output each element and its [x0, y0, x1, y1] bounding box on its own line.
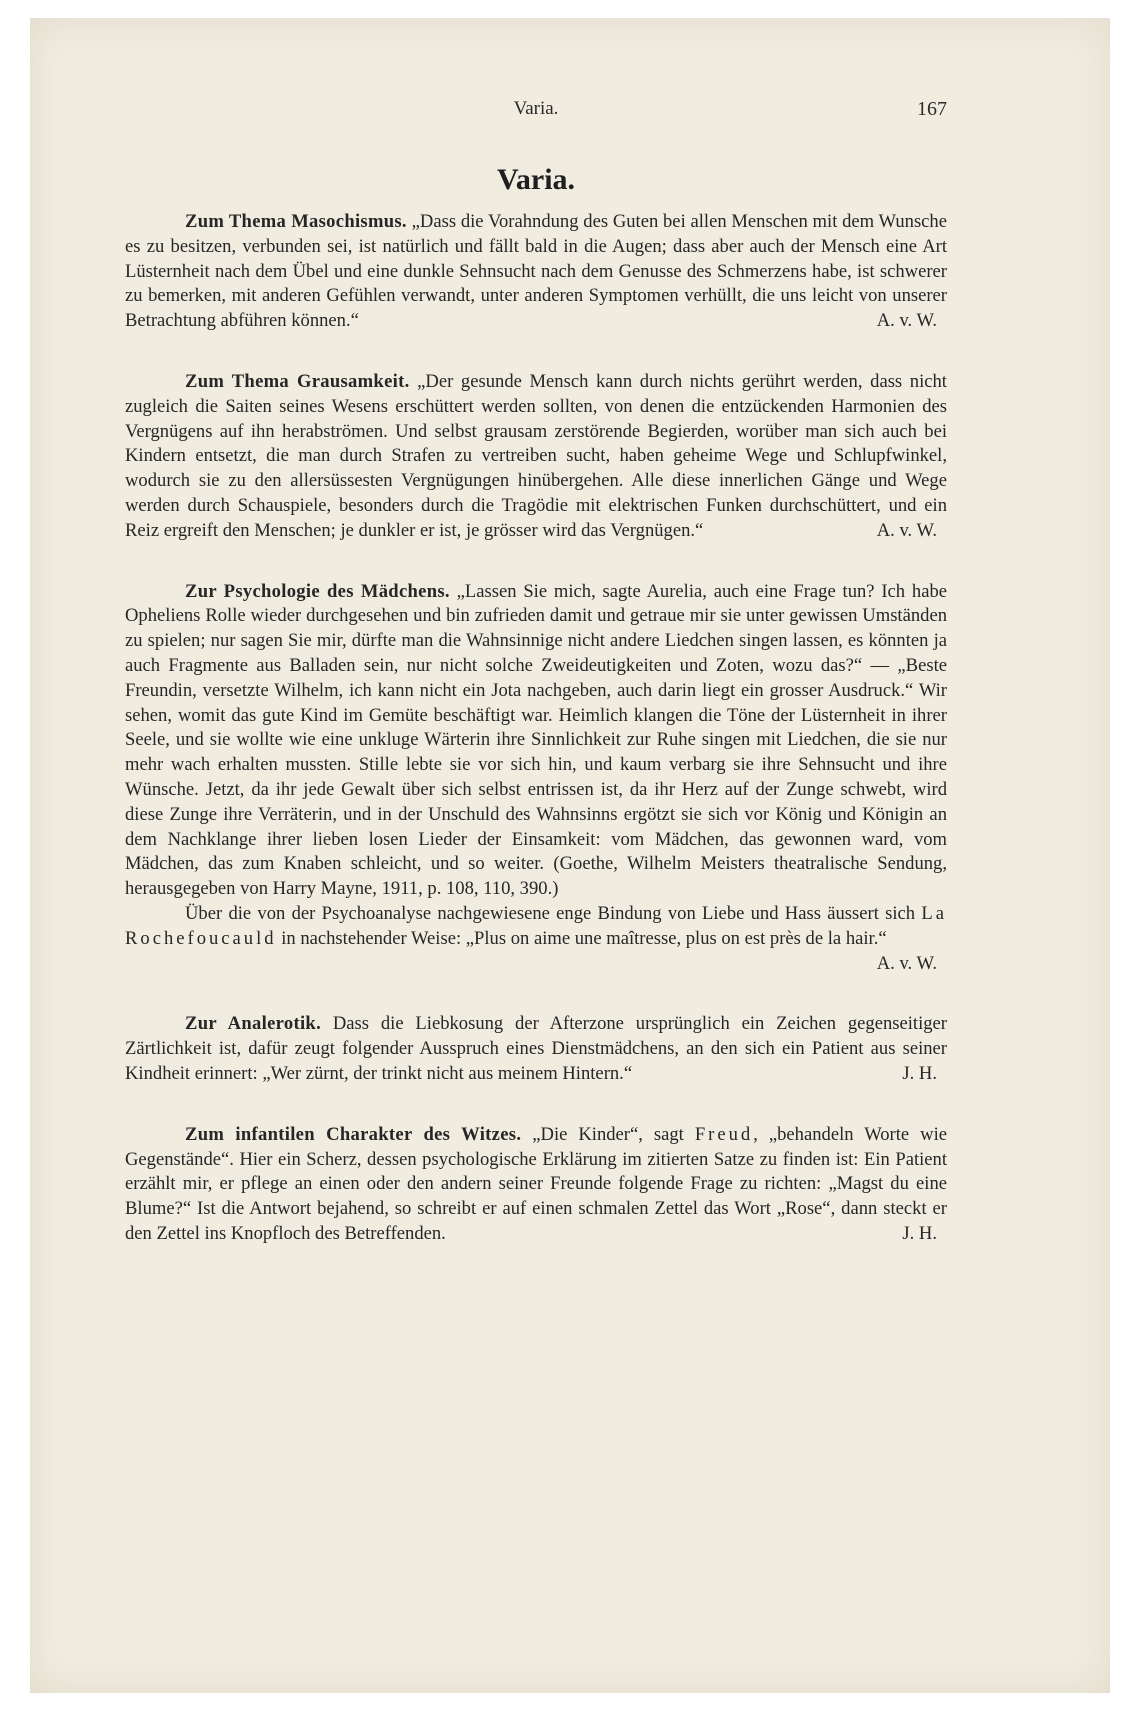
section-masochismus — [125, 210, 947, 334]
section-title: Zum Thema Grausamkeit. — [185, 370, 410, 392]
section-text: „Die Kinder“, sagt — [532, 1123, 684, 1145]
section-text: Dass die Liebkosung der Afterzone ursprünglich ein Zeichen gegenseitiger Zärtlichkeit ist, dafür zeugt folgender Ausspruch eines Dienstmädchens, an den sich ein Patient aus seiner Kindheit erinnert: „Wer zürnt, der trinkt nicht aus meinem Hintern.“ — [125, 1013, 947, 1084]
signature: A. v. W. — [876, 952, 937, 974]
section-title: Zum infantilen Charakter des Witzes. — [185, 1123, 522, 1145]
running-title: Varia. — [513, 98, 559, 119]
signature: J. H. — [902, 1222, 937, 1244]
section-text: „Lassen Sie mich, sagte Aurelia, auch eine Frage tun? Ich habe Opheliens Rolle wieder durchgesehen und bin zufrieden damit und getraue mir sie unter gewissen Umständen zu spielen; nur sagen Sie mir, dürfte man die Wahnsinnige nicht andere Liedchen singen lassen, es könnten ja auch Fragmente aus Balladen sein, nur nicht solche Zweideutigkeiten und Zoten, wozu das?“ — „Beste Freundin, versetzte Wilhelm, ich kann nicht ein Jota nachgeben, auch darin liegt ein grosser Ausdruck.“ Wir sehen, womit das gute Kind im Gemüte beschäftigt war. Heimlich klangen die Töne der Lüsternheit in ihrer Seele, und sie wollte wie eine unkluge Wärterin ihre Sinnlichkeit zur Ruhe singen mit Liedchen, die sie nur mehr wach erhalten mussten. Stille lebte sie vor sich hin, und kaum verbarg sie ihre Sehnsucht und ihre Wünsche. Jetzt, da ihr jede Gewalt über sich selbst entrissen ist, da ihr Herz auf der Zunge schwebt, wird diese Zunge ihre Verräterin, und in der Unschuld des Wahnsinns ergötzt sie sich vor König und Königin an dem Nachklange ihrer lieben losen Lieder der Einsamkeit: vom Mädchen, das gewonnen ward, vom Mädchen, das zum Knaben schleicht, und so weiter. (Goethe, Wilhelm Meisters theatralische Sendung, herausgegeben von Harry Mayne, 1911, p. 108, 110, 390.) — [125, 580, 947, 900]
section-paragraph — [125, 902, 947, 976]
section-text: „Dass die Vorahndung des Guten bei allen Menschen mit dem Wunsche es zu besitzen, verbunden sei, ist natürlich und fällt bald in die Augen; dass aber auch der Mensch eine Art Lüsternheit nach dem Übel und eine dunkle Sehnsucht nach dem Genusse des Schmerzens habe, ist schwerer zu bemerken, mit anderen Gefühlen verwandt, unter anderen Symptomen verhüllt, die uns leicht von unserer Betrachtung abführen können.“ — [125, 211, 947, 332]
section-analerotik — [125, 1012, 947, 1086]
section-title: Zum Thema Masochismus. — [185, 211, 407, 232]
signature: A. v. W. — [876, 519, 937, 541]
section-title: Zur Analerotik. — [185, 1013, 322, 1035]
signature: A. v. W. — [876, 310, 937, 332]
article-body — [125, 210, 947, 1283]
section-paragraph — [125, 580, 947, 902]
running-head — [125, 98, 947, 128]
author-name: La Rochefoucauld — [125, 902, 947, 949]
section-witz — [125, 1123, 947, 1247]
section-title: Zur Psychologie des Mädchens. — [185, 580, 450, 602]
section-text: , „behandeln Worte wie Gegenstände“. Hier ein Scherz, dessen psychologische Erklärung im zitierten Satze zu finden ist: Ein Patient erzählt mir, er pflege an einen oder den andern seiner Freunde folgende Frage zu richten: „Magst du eine Blume?“ Ist die Antwort bejahend, so schreibt er auf einen schmalen Zettel das Wort „Rose“, dann steckt er den Zettel ins Knopfloch des Betreffenden. — [125, 1123, 947, 1244]
paragraph-text: in nachstehender Weise: „Plus on aime une maîtresse, plus on est près de la hair.“ — [281, 927, 887, 949]
page-number: 167 — [917, 98, 947, 120]
book-page — [30, 18, 1110, 1693]
author-name: Freud — [694, 1123, 754, 1145]
paragraph-text: Über die von der Psychoanalyse nachgewiesene enge Bindung von Liebe und Hass äussert sich — [185, 902, 916, 924]
page-title: Varia. — [496, 163, 576, 196]
signature: J. H. — [902, 1062, 937, 1084]
section-psychologie-maedchen — [125, 580, 947, 977]
section-grausamkeit — [125, 370, 947, 544]
section-text: „Der gesunde Mensch kann durch nichts gerührt werden, dass nicht zugleich die Saiten seines Wesens erschüttert werden sollten, von denen die entzückenden Harmonien des Vergnügens auf ihn herabströmen. Und selbst grausam zerstörende Begierden, worüber man sich auch bei Kindern entsetzt, die man durch Strafen zu vertreiben sucht, haben geheime Wege und Schlupfwinkel, wodurch sie zu den allersüssesten Vergnügungen hinübergehen. Alle diese innerlichen Gänge und Wege werden durch Schauspiele, besonders durch die Tragödie mit elektrischen Funken durchschüttert, und ein Reiz ergreift den Menschen; je dunkler er ist, je grösser wird das Vergnügen.“ — [125, 370, 947, 541]
